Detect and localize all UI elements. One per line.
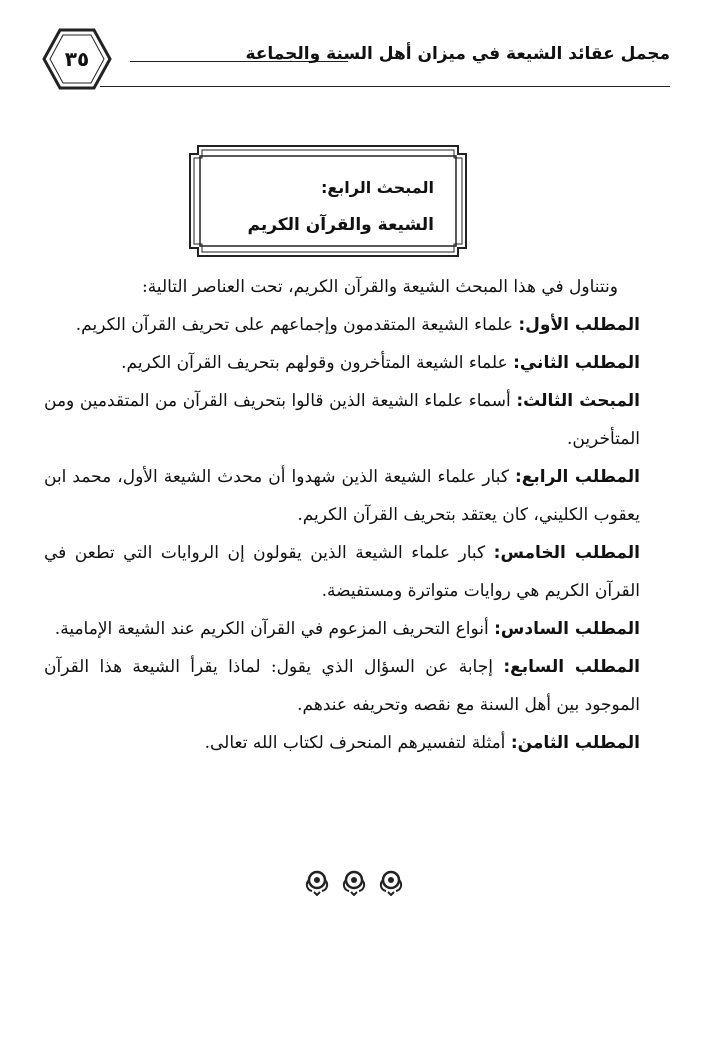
item-label: المطلب الثاني:: [513, 353, 640, 373]
item-label: المطلب السادس:: [494, 619, 640, 639]
item-text: كبار علماء الشيعة الذين شهدوا أن محدث الشيعة الأول، محمد ابن يعقوب الكليني، كان يعتقد بتحريف القرآن الكريم.: [44, 467, 640, 525]
running-header: [42, 28, 670, 94]
floral-ornament-icon: [376, 866, 406, 896]
item-label: المطلب الثامن:: [510, 733, 640, 753]
list-item: [44, 306, 640, 344]
decorative-frame-icon: [186, 142, 470, 260]
list-item: [44, 458, 640, 534]
list-item: [44, 724, 640, 762]
list-item: [44, 382, 640, 458]
intro-paragraph: ونتناول في هذا المبحث الشيعة والقرآن الكريم، تحت العناصر التالية:: [141, 277, 618, 297]
item-label: المبحث الثالث:: [516, 391, 640, 411]
floral-ornament-icon: [339, 866, 369, 896]
chapter-title: الشيعة والقرآن الكريم: [247, 215, 434, 235]
list-item: [44, 344, 640, 382]
book-title: مجمل عقائد الشيعة في ميزان أهل السنة والجماعة: [245, 44, 670, 64]
item-text: علماء الشيعة المتأخرون وقولهم بتحريف القرآن الكريم.: [121, 353, 508, 373]
item-label: المطلب الأول:: [518, 315, 640, 335]
item-text: أمثلة لتفسيرهم المنحرف لكتاب الله تعالى.: [204, 733, 506, 753]
item-label: المطلب الخامس:: [493, 543, 640, 563]
item-text: أنواع التحريف المزعوم في القرآن الكريم عند الشيعة الإمامية.: [54, 619, 489, 639]
item-text: كبار علماء الشيعة الذين يقولون إن الروايات التي تطعن في القرآن الكريم هي روايات متواترة ومستفيضة.: [44, 543, 640, 601]
list-item: [44, 610, 640, 648]
page-number: ٣٥: [64, 47, 90, 71]
chapter-heading-box: [186, 142, 470, 260]
item-text: إجابة عن السؤال الذي يقول: لماذا يقرأ الشيعة هذا القرآن الموجود بين أهل السنة مع نقصه وتحريفه عندهم.: [44, 657, 640, 715]
section-end-ornaments: [302, 866, 406, 900]
floral-ornament-icon: [302, 866, 332, 896]
list-item: [44, 648, 640, 724]
item-text: أسماء علماء الشيعة الذين قالوا بتحريف القرآن من المتقدمين ومن المتأخرين.: [44, 391, 640, 449]
body-text: [44, 268, 640, 762]
header-divider: [100, 86, 670, 87]
item-label: المطلب الرابع:: [514, 467, 641, 487]
item-label: المطلب السابع:: [503, 657, 641, 677]
item-text: علماء الشيعة المتقدمون وإجماعهم على تحريف القرآن الكريم.: [75, 315, 513, 335]
page-number-badge: [42, 28, 112, 90]
list-item: [44, 534, 640, 610]
chapter-label: المبحث الرابع:: [320, 178, 434, 197]
